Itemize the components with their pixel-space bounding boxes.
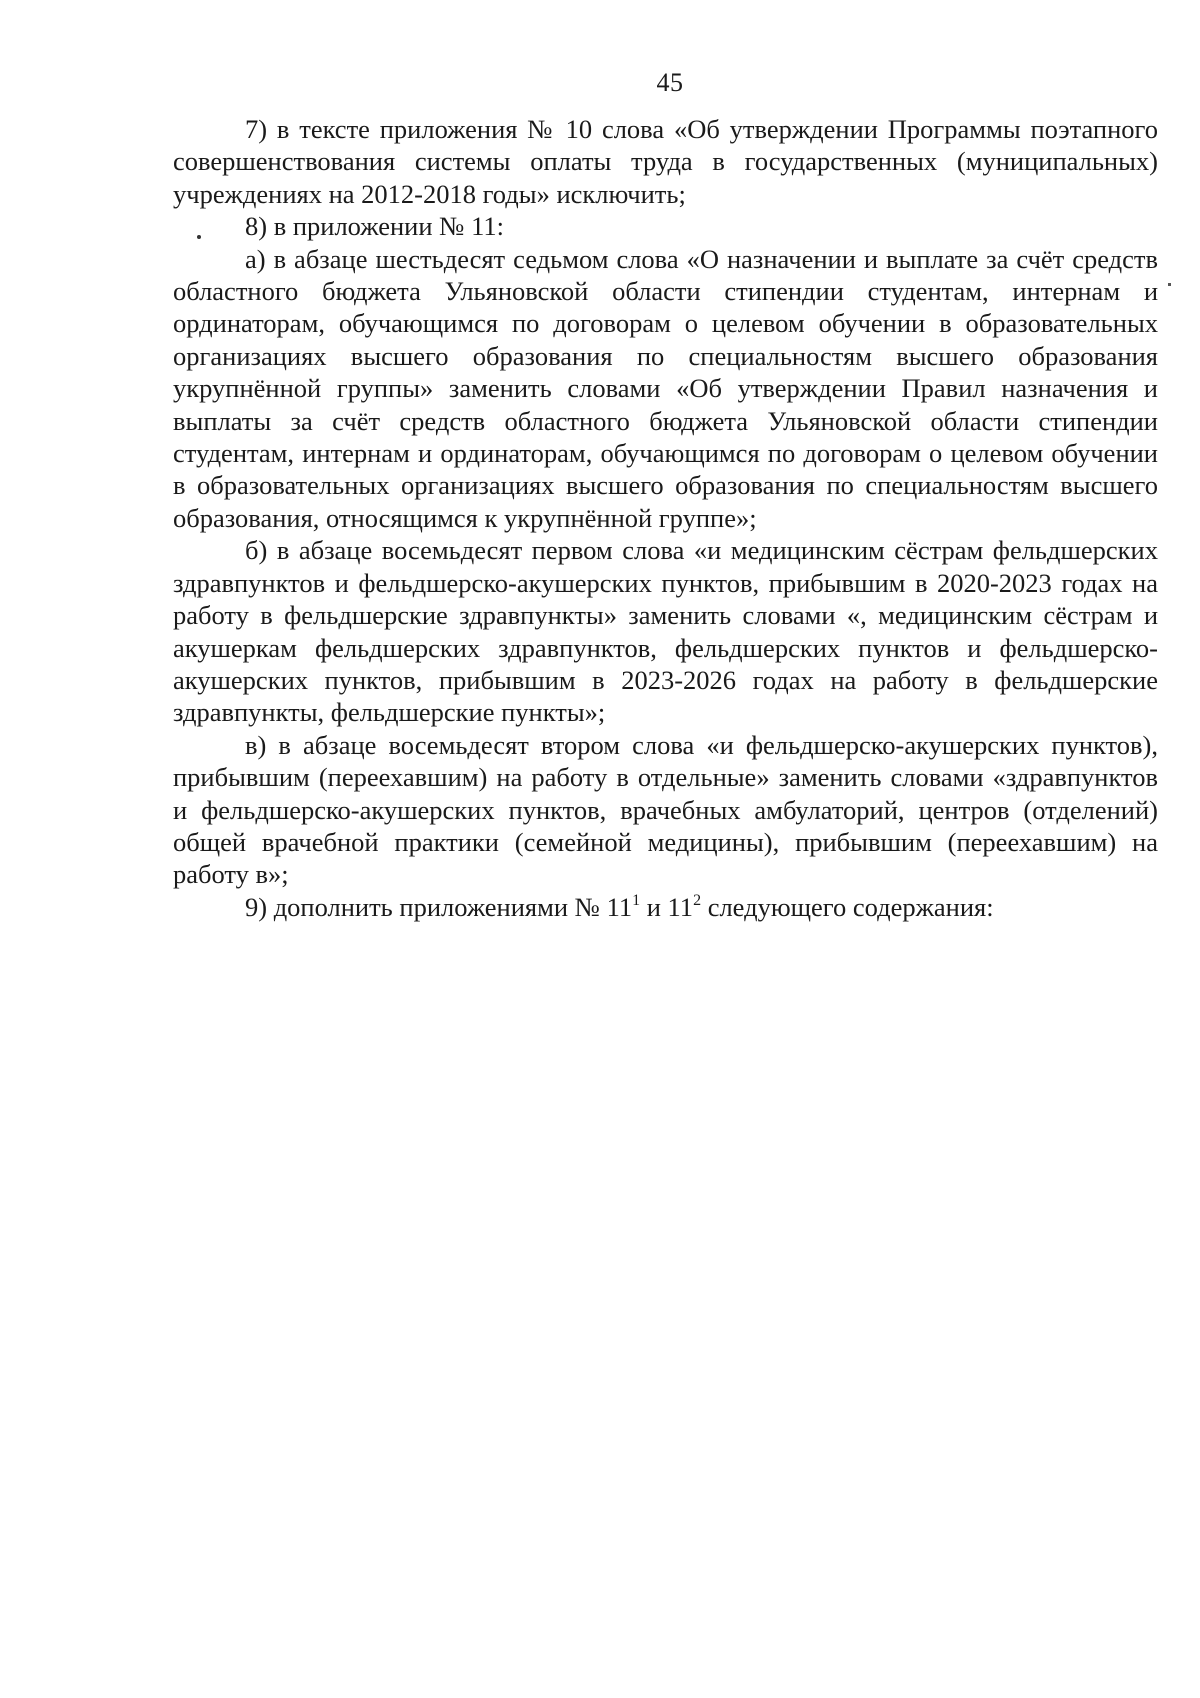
paragraph-item-9	[173, 891, 1158, 923]
item-9-middle: и 11	[640, 891, 694, 922]
paragraph-item-8c: в) в абзаце восемьдесят втором слова «и фельдшерско-акушерских пунктов), прибывшим (переехавшим) на работу в отдельные» заменить словами «здравпунктов и фельдшерско-акушерских пунктов, врачебных амбулаторий, центров (отделений) общей врачебной практики (семейной медицины), прибывшим (переехавшим) на работу в»;	[173, 729, 1158, 890]
item-9-superscript-2: 2	[693, 891, 702, 909]
page-number: 45	[656, 68, 684, 97]
scan-stray-mark	[1168, 283, 1171, 286]
paragraph-item-8b: б) в абзаце восемьдесят первом слова «и медицинским сёстрам фельдшерских здравпунктов и фельдшерско-акушерских пунктов, прибывшим в 2020-2023 годах на работу в фельдшерские здравпункты» заменить словами «, медицинским сёстрам и акушеркам фельдшерских здравпунктов, фельдшерских пунктов и фельдшерско-акушерских пунктов, прибывшим в 2023-2026 годах на работу в фельдшерские здравпункты, фельдшерские пункты»;	[173, 535, 1158, 728]
paragraph-item-8-intro: 8) в приложении № 11:	[245, 211, 504, 242]
item-9-prefix: 9) дополнить приложениями № 11	[245, 891, 633, 922]
item-9-superscript-1: 1	[632, 891, 641, 909]
item-9-suffix: следующего содержания:	[701, 891, 994, 922]
paragraph-item-8a: а) в абзаце шестьдесят седьмом слова «О назначении и выплате за счёт средств областного бюджета Ульяновской области стипендии студентам, интернам и ординаторам, обучающимся по договорам о целевом обучении в образовательных организациях высшего образования по специальностям высшего образования укрупнённой группы» заменить словами «Об утверждении Правил назначения и выплаты за счёт средств областного бюджета Ульяновской области стипендии студентам, интернам и ординаторам, обучающимся по договорам о целевом обучении в образовательных организациях высшего образования по специальностям высшего образования, относящимся к укрупнённой группе»;	[173, 243, 1158, 533]
paragraph-item-7: 7) в тексте приложения № 10 слова «Об утверждении Программы поэтапного совершенствования системы оплаты труда в государственных (муниципальных) учреждениях на 2012-2018 годы» исключить;	[173, 114, 1158, 209]
document-body	[173, 113, 1158, 923]
